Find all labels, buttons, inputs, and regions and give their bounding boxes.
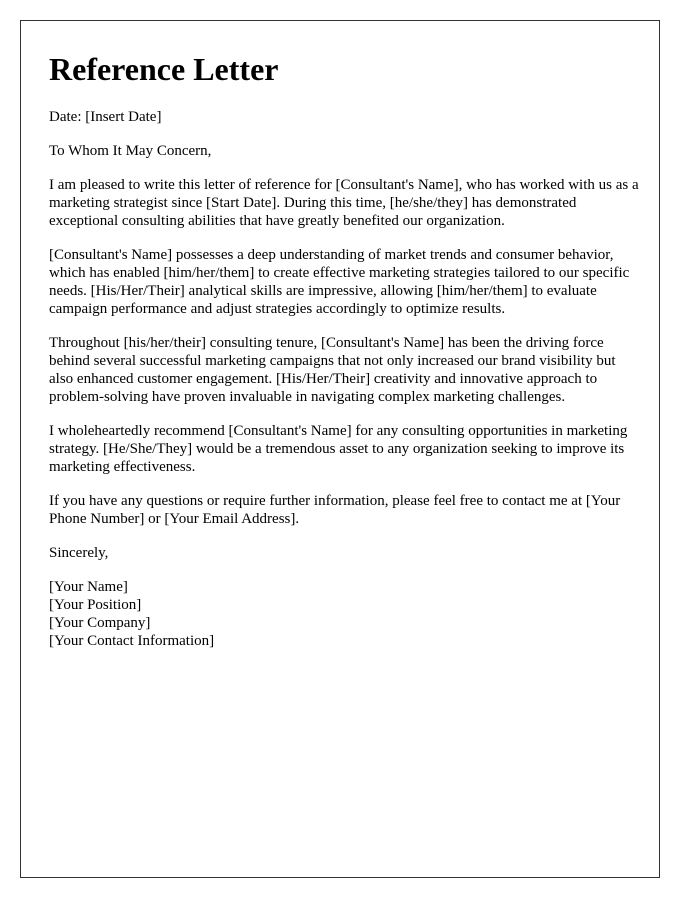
letter-body — [49, 49, 639, 650]
salutation: To Whom It May Concern, — [49, 143, 212, 159]
paragraph-recommendation: I wholeheartedly recommend [Consultant's Name] for any consulting opportunities in marketing strategy. [He/She/They] would be a tremendous asset to any organization seeking to improve its marketing effectiveness. — [49, 423, 628, 475]
signature-position: [Your Position] — [49, 597, 142, 613]
signature-contact: [Your Contact Information] — [49, 633, 215, 649]
paragraph-skills: [Consultant's Name] possesses a deep understanding of market trends and consumer behavior, which has enabled [him/her/them] to create effective marketing strategies tailored to our specific needs. [His/Her/Their] analytical skills are impressive, allowing [him/her/them] to evaluate campaign performance and adjust strategies accordingly to optimize results. — [49, 247, 630, 317]
signature-name: [Your Name] — [49, 579, 128, 595]
date-line: Date: [Insert Date] — [49, 109, 162, 125]
signature-block — [49, 578, 639, 650]
paragraph-intro: I am pleased to write this letter of reference for [Consultant's Name], who has worked with us as a marketing strategist since [Start Date]. During this time, [he/she/they] has demonstrated exceptional consulting abilities that have greatly benefited our organization. — [49, 177, 639, 229]
signature-company: [Your Company] — [49, 615, 151, 631]
closing: Sincerely, — [49, 545, 109, 561]
letter-title: Reference Letter — [49, 51, 279, 87]
letter-page — [20, 20, 660, 878]
paragraph-achievements: Throughout [his/her/their] consulting tenure, [Consultant's Name] has been the driving force behind several successful marketing campaigns that not only increased our brand visibility but also enhanced customer engagement. [His/Her/Their] creativity and innovative approach to problem-solving have proven invaluable in navigating complex marketing challenges. — [49, 335, 616, 405]
paragraph-contact: If you have any questions or require further information, please feel free to contact me at [Your Phone Number] or [Your Email Address]. — [49, 493, 621, 527]
